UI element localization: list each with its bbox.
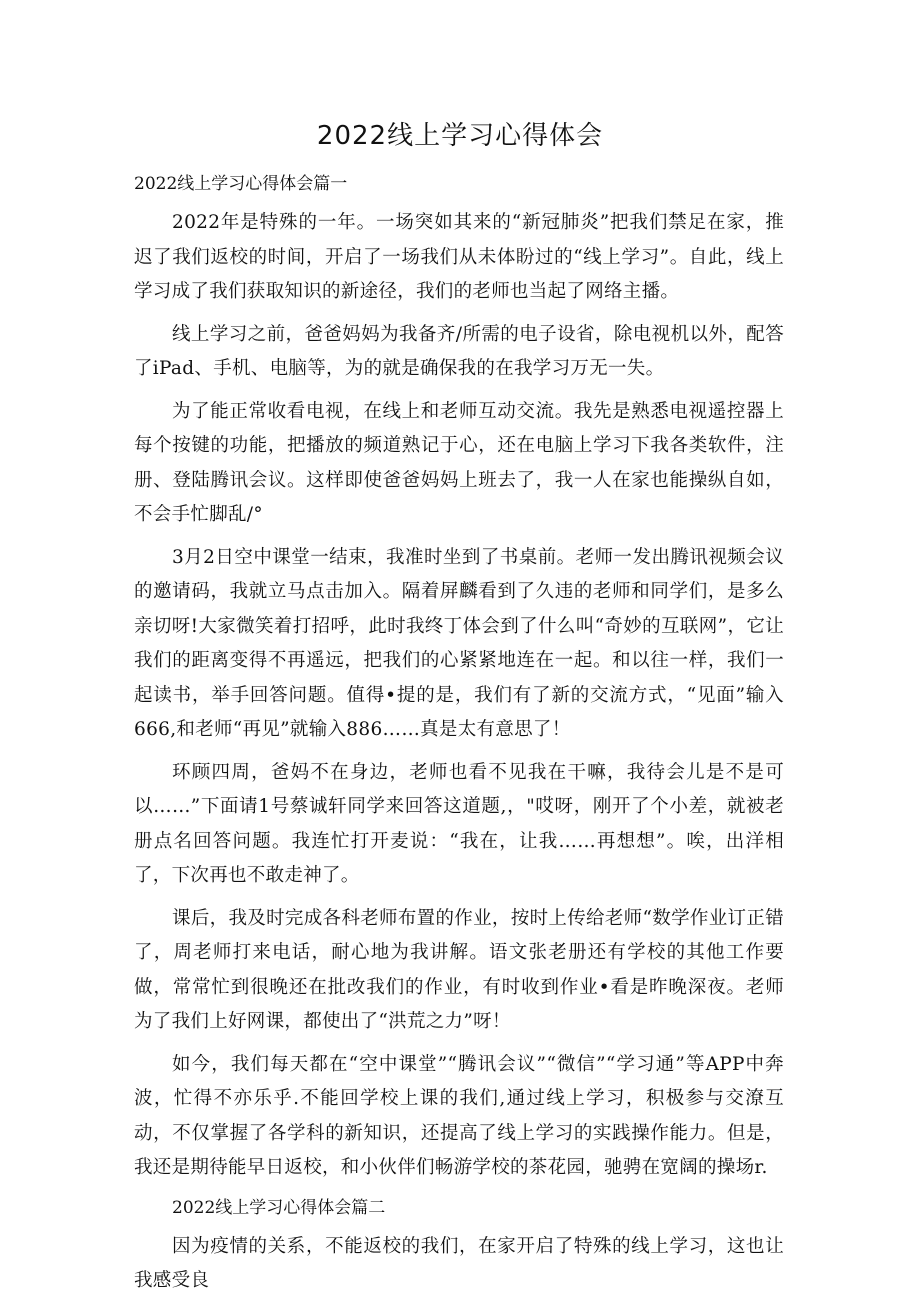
paragraph: 线上学习之前，爸爸妈妈为我备齐/所需的电子设省，除电视机以外，配答了iPad、手机、电脑等，为的就是确保我的在我学习万无一失。 [134, 323, 784, 379]
document-body [134, 170, 784, 1307]
paragraph: 3月2日空中课堂一结束，我准时坐到了书桌前。老师一发出腾讯视频会议的邀请码，我就立马点击加入。隔着屏麟看到了久违的老师和同学们，是多么亲切呀!大家微笑着打招呼，此时我终丁体会到了什么叫“奇妙的互联网”，它让我们的距离变得不再遥远，把我们的心紧紧地连在一起。和以往一样，我们一起读书，举手回答问题。值得•提的是，我们有了新的交流方式，“见面”输入666,和老师“再见”就输入886……真是太有意思了！ [134, 546, 784, 740]
paragraph: 2022年是特殊的一年。一场突如其来的“新冠肺炎”把我们禁足在家，推迟了我们返校的时间，开启了一场我们从未体盼过的“线上学习”。自此，线上学习成了我们获取知识的新途径，我们的老师也当起了网络主播。 [134, 212, 784, 302]
section-heading-2: 2022线上学习心得体会篇二 [172, 1197, 386, 1218]
paragraph: 课后，我及时完成各科老师布置的作业，按时上传给老师“数学作业订正错了，周老师打来电话，耐心地为我讲解。语文张老册还有学校的其他工作要做，常常忙到很晚还在批改我们的作业，有时收到作业•看是昨晚深夜。老师为了我们上好网课，都使出了“洪荒之力”呀！ [134, 907, 784, 1032]
paragraph: 因为疫情的关系，不能返校的我们，在家开启了特殊的线上学习，这也让我感受良 [134, 1235, 784, 1291]
paragraph: 环顾四周，爸妈不在身边，老师也看不见我在干嘛，我待会儿是不是可以……”下面请1号蔡诚轩同学来回答这道题,，"哎呀，刚开了个小差，就被老册点名回答问题。我连忙打开麦说：“我在，让我……再想想”。唉，出洋相了，下次再也不敢走神了。 [134, 761, 784, 886]
paragraph: 如今，我们每天都在“空中课堂”“腾讯会议”“微信”“学习通”等APP中奔波，忙得不亦乐乎.不能回学校上课的我们,通过线上学习，积极参与交潦互动，不仅掌握了各学科的新知识，还提高了线上学习的实践操作能力。但是，我还是期待能早日返校，和小伙伴们畅游学校的茶花园，驰骋在宽阔的操场r. [134, 1053, 784, 1178]
section-heading-1: 2022线上学习心得体会篇一 [134, 174, 348, 194]
paragraph: 为了能正常收看电视，在线上和老师互动交流。我先是熟悉电视遥控器上每个按键的功能，把播放的频道熟记于心，还在电脑上学习下我各类软件，注册、登陆腾讯会议。这样即使爸爸妈妈上班去了，我一人在家也能操纵自如，不会手忙脚乱/° [134, 400, 784, 525]
document-title: 2022线上学习心得体会 [316, 121, 604, 151]
